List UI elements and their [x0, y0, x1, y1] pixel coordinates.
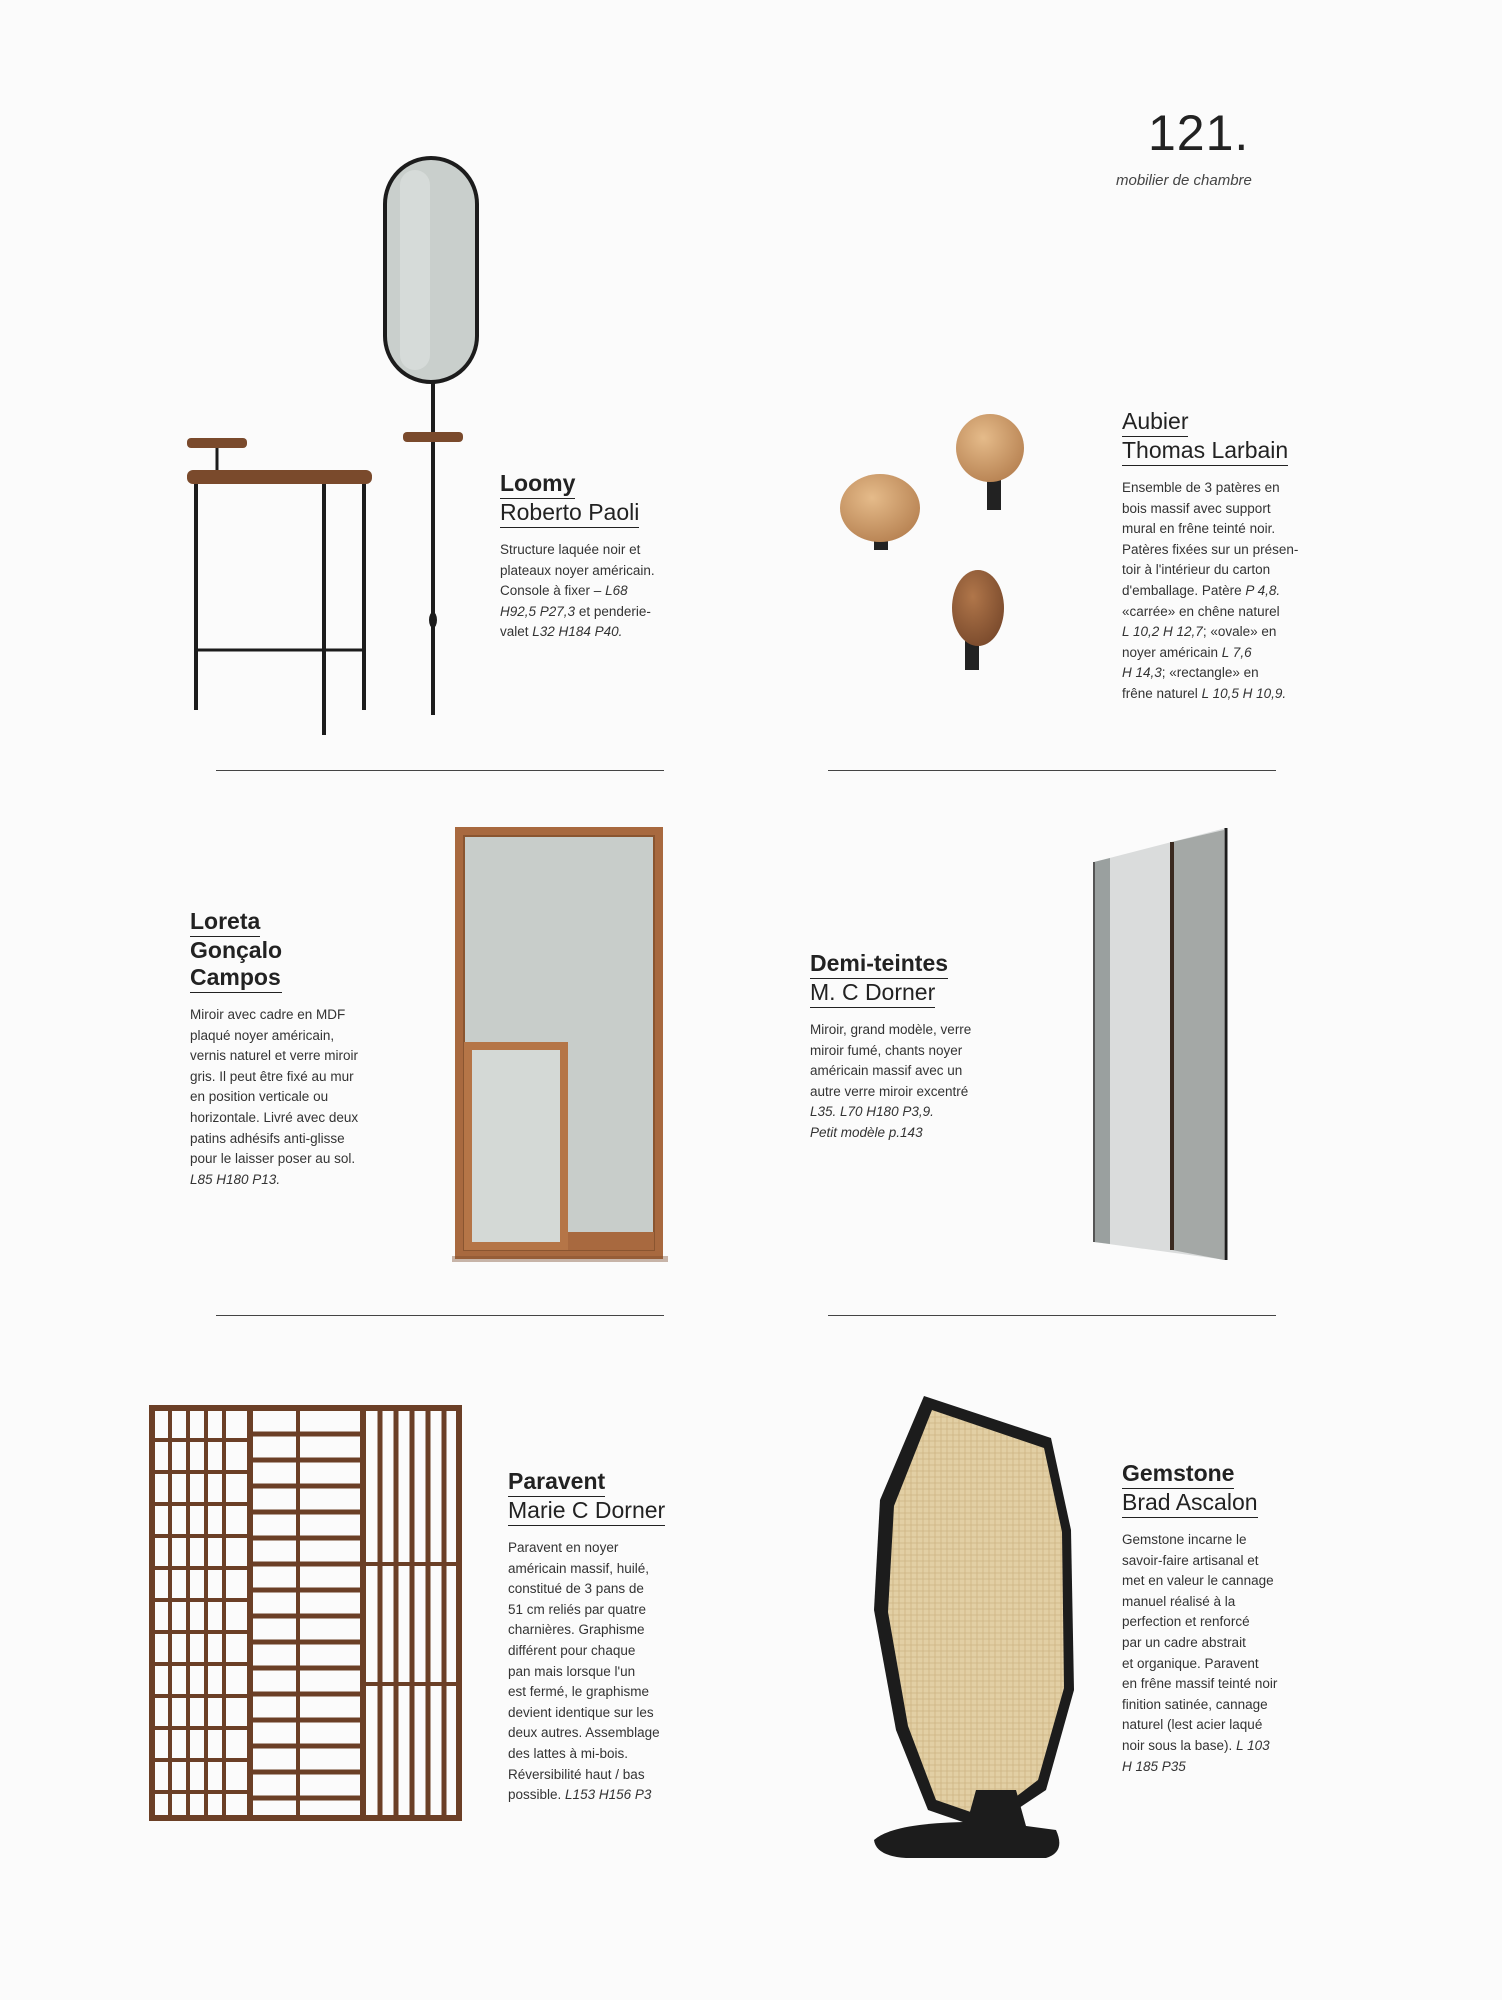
product-title: Aubier — [1122, 408, 1188, 437]
product-designer: Brad Ascalon — [1122, 1489, 1258, 1518]
divider — [216, 770, 664, 771]
product-demi-teintes — [810, 950, 1040, 1144]
product-title: Gemstone — [1122, 1460, 1234, 1489]
divider — [216, 1315, 664, 1316]
section-label: mobilier de chambre — [1116, 172, 1252, 189]
product-gemstone — [1122, 1460, 1352, 1777]
product-title: Loomy — [500, 470, 575, 499]
aubier-image — [830, 400, 1080, 690]
gemstone-image — [866, 1390, 1086, 1860]
demi-teintes-image — [1090, 824, 1240, 1264]
product-description: Structure laquée noir et plateaux noyer américain. Console à fixer – L68 H92,5 P27,3 et penderie- valet L32 H184 P40. — [500, 542, 655, 640]
product-description: Ensemble de 3 patères en bois massif avec support mural en frêne teinté noir. Patères fixées sur un présen- toir à l'intérieur du carton d'emballage. Patère P 4,8. «carrée» en chêne naturel L 10,2 H 12,7; «ovale» en noyer américain L 7,6 H 14,3; «rectangle» en frêne naturel L 10,5 H 10,9. — [1122, 480, 1299, 701]
product-designer: Thomas Larbain — [1122, 437, 1288, 466]
product-description: Miroir avec cadre en MDF plaqué noyer américain, vernis naturel et verre miroir gris. Il peut être fixé au mur en position verticale ou horizontale. Livré avec deux patins adhésifs anti-glisse pour le laisser poser au sol. L85 H180 P13. — [190, 1007, 359, 1187]
page-number: 121. — [1148, 105, 1250, 161]
product-description: Miroir, grand modèle, verre miroir fumé, chants noyer américain massif avec un autre verre miroir excentré L35. L70 H180 P3,9. Petit modèle p.143 — [810, 1022, 972, 1140]
divider — [828, 1315, 1276, 1316]
product-designer: M. C Dorner — [810, 979, 935, 1008]
product-description: Paravent en noyer américain massif, huilé, constitué de 3 pans de 51 cm reliés par quatre charnières. Graphisme différent pour chaque pan mais lorsque l'un est fermé, le graphisme devient identique sur les deux autres. Assemblage des lattes à mi-bois. Réversibilité haut / bas possible. L153 H156 P3 — [508, 1540, 660, 1803]
product-title: Loreta — [190, 908, 260, 937]
product-title: Paravent — [508, 1468, 605, 1497]
product-designer: Roberto Paoli — [500, 499, 639, 528]
product-description: Gemstone incarne le savoir-faire artisanal et met en valeur le cannage manuel réalisé à la perfection et renforcé par un cadre abstrait et organique. Paravent en frêne massif teinté noir finition satinée, cannage naturel (lest acier laqué noir sous la base). L 103 H 185 P35 — [1122, 1532, 1278, 1774]
product-loomy — [500, 470, 730, 643]
divider — [828, 770, 1276, 771]
product-designer: Marie C Dorner — [508, 1497, 665, 1526]
product-title: Demi-teintes — [810, 950, 948, 979]
product-paravent — [508, 1468, 738, 1806]
paravent-image — [148, 1404, 466, 1824]
loomy-image — [160, 150, 480, 750]
product-loreta — [190, 908, 420, 1190]
loreta-image — [452, 824, 668, 1264]
product-designer: Gonçalo Campos — [190, 937, 282, 993]
product-aubier — [1122, 408, 1352, 705]
